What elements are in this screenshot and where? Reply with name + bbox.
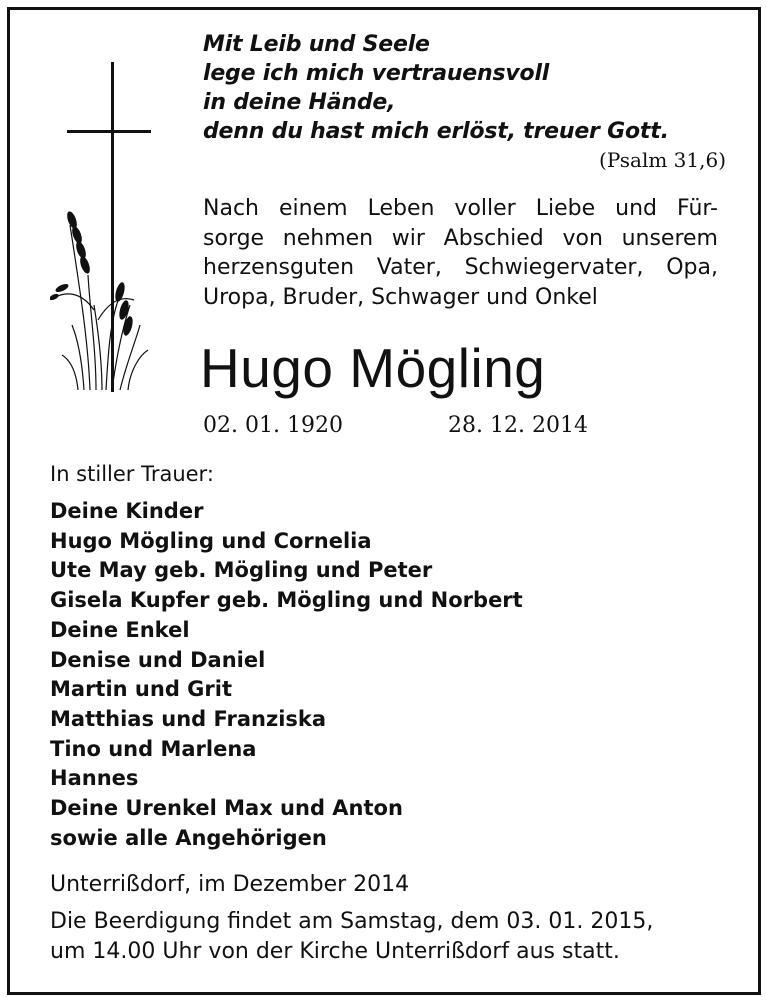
mourner-line: Hannes	[50, 766, 139, 791]
funeral-line: Die Beerdigung findet am Samstag, dem 03. 01. 2015,	[50, 909, 654, 934]
intro-line: sorge nehmen wir Abschied von unserem	[203, 225, 718, 251]
intro-line: herzensguten Vater, Schwiegervater, Opa,	[203, 255, 718, 280]
mourner-line: Gisela Kupfer geb. Mögling und Norbert	[50, 588, 523, 613]
wheat-icon	[54, 225, 148, 390]
verse-reference: (Psalm 31,6)	[599, 148, 726, 172]
mourner-line: Denise und Daniel	[50, 647, 266, 672]
birth-date: 02. 01. 1920	[203, 413, 343, 438]
mourner-line: Deine Enkel	[50, 617, 190, 642]
intro-line: Uropa, Bruder, Schwager und Onkel	[203, 284, 598, 310]
place-date: Unterrißdorf, im Dezember 2014	[50, 872, 410, 897]
mourner-line: Hugo Mögling und Cornelia	[50, 528, 372, 553]
mourner-line: Matthias und Franziska	[50, 706, 327, 731]
verse-line: in deine Hände,	[203, 90, 396, 115]
mourner-line: Tino und Marlena	[50, 736, 257, 761]
wheat-ears-icon	[50, 210, 134, 337]
intro-line: Nach einem Leben voller Liebe und Für-	[203, 196, 718, 221]
verse-line: Mit Leib und Seele	[203, 32, 430, 57]
bible-verse	[203, 30, 669, 146]
mourners-list	[50, 497, 523, 853]
mourner-line: Deine Kinder	[50, 499, 204, 523]
deceased-name: Hugo Mögling	[200, 337, 546, 399]
mourner-line: Martin und Grit	[50, 677, 232, 702]
mourning-label: In stiller Trauer:	[50, 462, 214, 486]
mourner-line: Deine Urenkel Max und Anton	[50, 796, 403, 821]
cross-with-wheat-icon	[50, 60, 160, 395]
death-date: 28. 12. 2014	[448, 413, 588, 438]
verse-line: denn du hast mich erlöst, treuer Gott.	[203, 119, 669, 144]
mourner-line: Ute May geb. Mögling und Peter	[50, 558, 433, 583]
funeral-info	[50, 907, 653, 966]
verse-line: lege ich mich vertrauensvoll	[203, 61, 550, 86]
funeral-line: um 14.00 Uhr von der Kirche Unterrißdorf aus statt.	[50, 938, 620, 964]
mourner-line: sowie alle Angehörigen	[50, 825, 327, 850]
intro-text	[203, 194, 718, 312]
